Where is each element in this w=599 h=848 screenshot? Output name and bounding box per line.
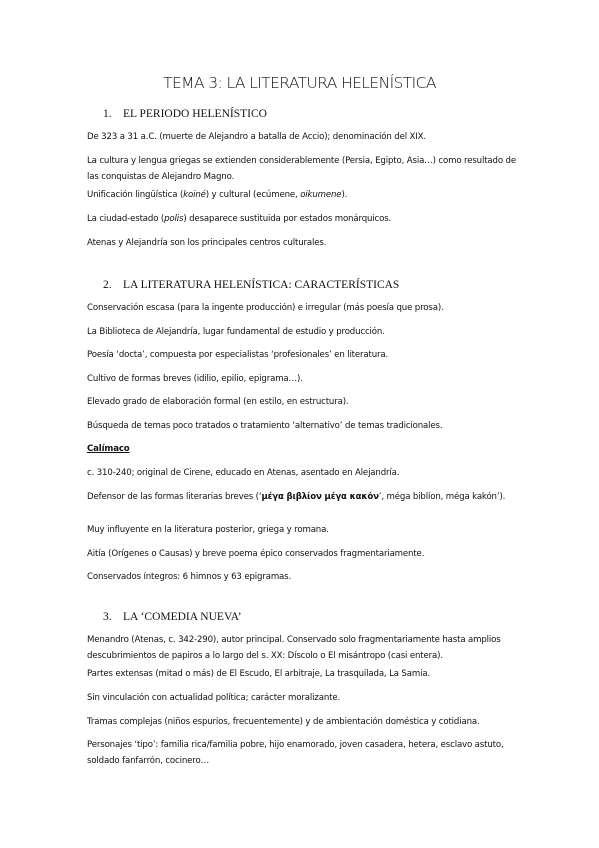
- paragraph: Aitía (Orígenes o Causas) y breve poema épico conservados fragmentariamente.: [87, 549, 425, 559]
- paragraph: Menandro (Atenas, c. 342-290), autor principal. Conservado solo fragmentariamente hasta amplios descubrimientos de papiros a lo largo del s. XX: Díscolo o El misántropo (casi entera).: [87, 635, 501, 661]
- paragraph: De 323 a 31 a.C. (muerte de Alejandro a batalla de Accio); denominación del XIX.: [87, 132, 426, 142]
- paragraph: Conservados íntegros: 6 himnos y 63 epigramas.: [87, 572, 292, 582]
- section-number: 3.: [103, 611, 112, 623]
- paragraph: Poesía ‘docta’, compuesta por especialistas ‘profesionales’ en literatura.: [87, 350, 389, 360]
- section-3-heading: [103, 611, 242, 623]
- paragraph: Atenas y Alejandría son los principales centros culturales.: [87, 238, 327, 248]
- paragraph: Conservación escasa (para la ingente producción) e irregular (más poesía que prosa).: [87, 303, 444, 313]
- page-title: TEMA 3: LA LITERATURA HELENÍSTICA: [163, 74, 436, 92]
- paragraph: La cultura y lengua griegas se extienden considerablemente (Persia, Egipto, Asia…) como resultado de las conquistas de Alejandro Magno.: [87, 156, 516, 182]
- section-number: 1.: [103, 108, 112, 120]
- section-2-heading: [103, 279, 399, 291]
- paragraph: Tramas complejas (niños espurios, frecuentemente) y de ambientación doméstica y cotidiana.: [87, 717, 480, 727]
- paragraph: Sin vinculación con actualidad política; carácter moralizante.: [87, 693, 341, 703]
- paragraph: Elevado grado de elaboración formal (en estilo, en estructura).: [87, 397, 349, 407]
- greek-quote: μέγα βιβλίον μέγα κακόν: [261, 492, 379, 502]
- paragraph: Defensor de las formas literarias breves (‘μέγα βιβλίον μέγα κακόν’, méga biblíon, méga kakón’).: [87, 492, 506, 502]
- paragraph: Personajes ‘tipo’: familia rica/familia pobre, hijo enamorado, joven casadera, hetera, esclavo astuto, soldado fanfarrón, cocinero…: [87, 740, 504, 766]
- paragraph: c. 310-240; original de Cirene, educado en Atenas, asentado en Alejandría.: [87, 468, 400, 478]
- section-1-heading: [103, 108, 267, 120]
- paragraph: Cultivo de formas breves (idilio, epilio, epigrama…).: [87, 374, 303, 384]
- paragraph: La Biblioteca de Alejandría, lugar fundamental de estudio y producción.: [87, 327, 385, 337]
- paragraph: Partes extensas (mitad o más) de El Escudo, El arbitraje, La trasquilada, La Samia.: [87, 669, 431, 679]
- section-title: LA ‘COMEDIA NUEVA’: [123, 611, 242, 623]
- paragraph: Búsqueda de temas poco tratados o tratamiento ‘alternativo’ de temas tradicionales.: [87, 421, 443, 431]
- paragraph: Unificación lingüística (koiné) y cultural (ecúmene, oikumene).: [87, 190, 348, 200]
- paragraph: Muy influyente en la literatura posterior, griega y romana.: [87, 525, 329, 535]
- section-number: 2.: [103, 279, 112, 291]
- section-title: LA LITERATURA HELENÍSTICA: CARACTERÍSTICAS: [123, 279, 400, 291]
- subsection-heading: Calímaco: [87, 444, 130, 454]
- section-title: EL PERIODO HELENÍSTICO: [123, 108, 267, 120]
- paragraph: La ciudad-estado (polis) desaparece sustituida por estados monárquicos.: [87, 214, 392, 224]
